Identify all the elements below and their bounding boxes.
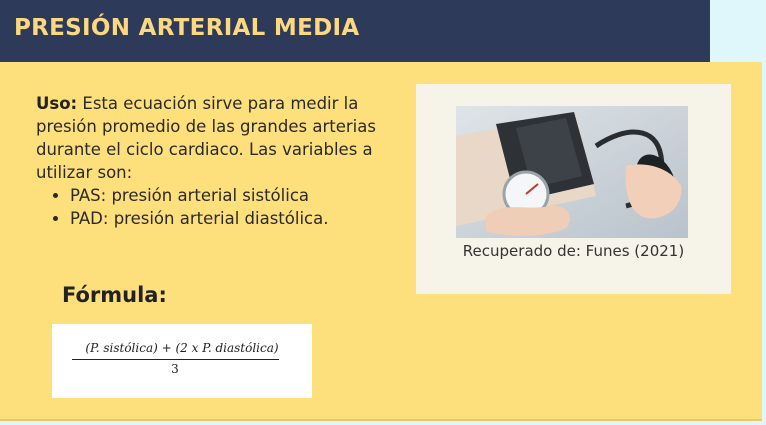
formula-heading: Fórmula: — [62, 283, 167, 307]
description-block — [36, 92, 406, 230]
page-title: PRESIÓN ARTERIAL MEDIA — [14, 15, 360, 41]
list-item: • PAS: presión arterial sistólica — [70, 184, 406, 207]
blood-pressure-photo — [456, 106, 688, 238]
content-panel — [0, 62, 762, 421]
image-card — [416, 84, 731, 294]
formula-image — [52, 324, 312, 398]
formula-numerator: (P. sistólica) + (2 x P. diastólica) — [85, 341, 279, 355]
fraction-line — [72, 359, 279, 360]
variable-list — [36, 184, 406, 230]
formula-denominator: 3 — [171, 362, 179, 376]
description-label: Uso: — [36, 94, 78, 113]
list-item: • PAD: presión arterial diastólica. — [70, 207, 406, 230]
header-bar — [0, 0, 710, 62]
image-caption: Recuperado de: Funes (2021) — [462, 242, 685, 260]
description-text: Esta ecuación sirve para medir la presión promedio de las grandes arterias durante el ciclo cardiaco. Las variables a utilizar son: — [36, 94, 376, 182]
